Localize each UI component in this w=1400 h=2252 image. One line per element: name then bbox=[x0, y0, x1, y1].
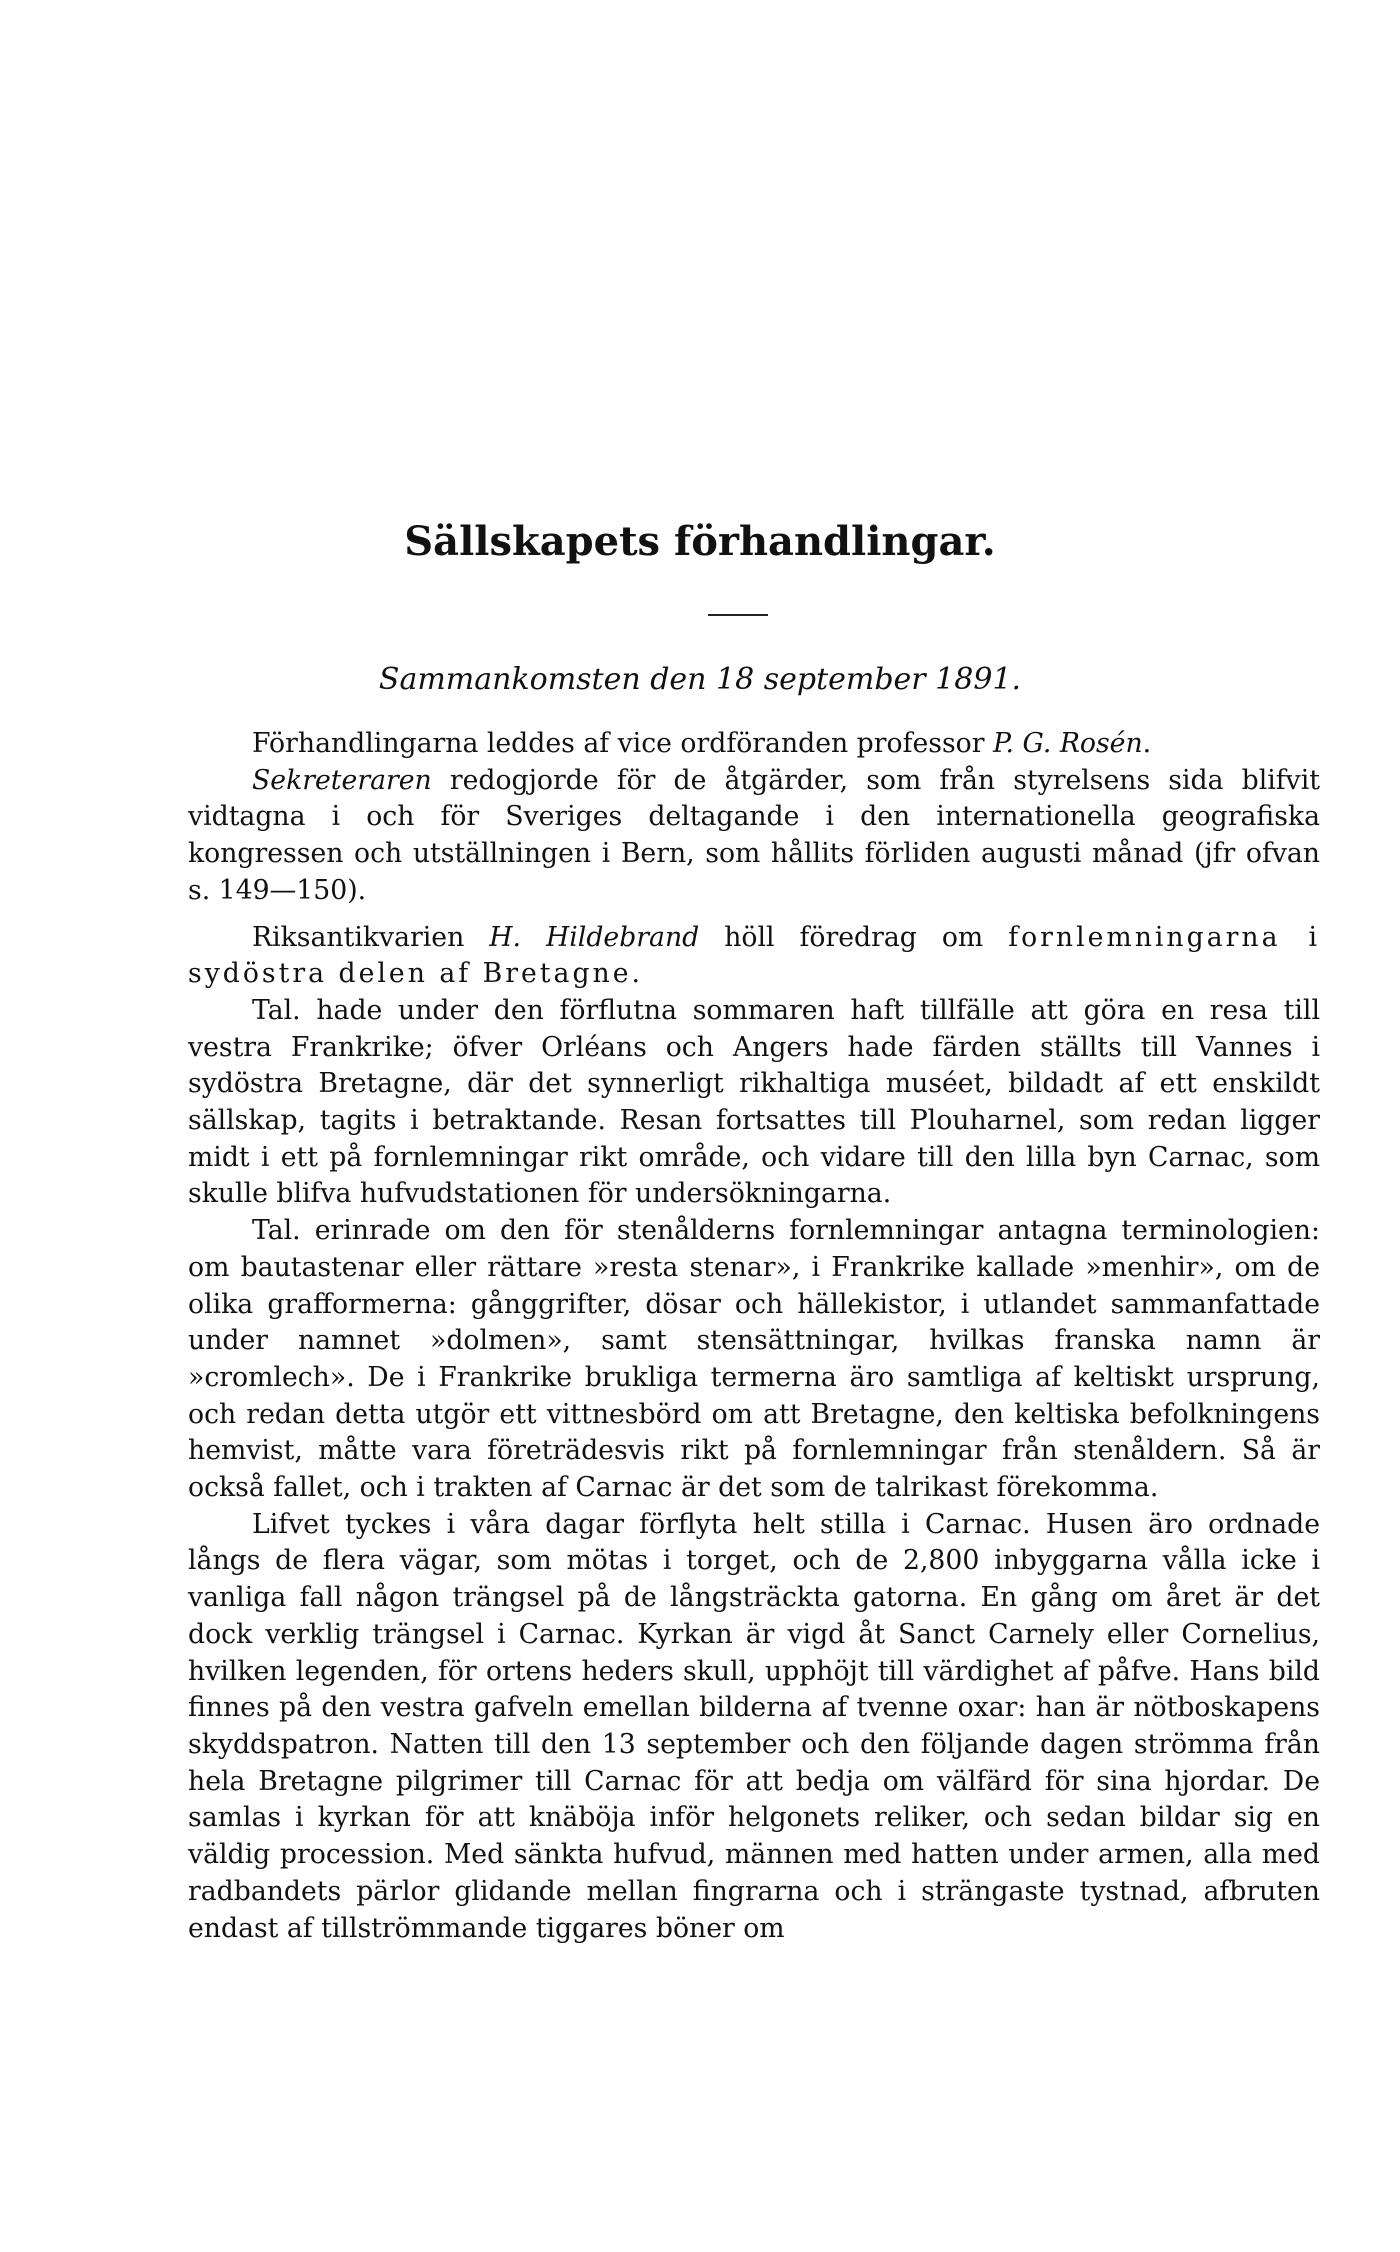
paragraph-lecture-text-b: höll föredrag om bbox=[699, 921, 1009, 953]
title-divider bbox=[708, 614, 768, 616]
chair-name: P. G. Rosén bbox=[992, 728, 1143, 759]
lecture-topic: fornlemningarna i sydöstra delen af Bretagne bbox=[188, 921, 1320, 990]
paragraph-chair-text-b: . bbox=[1142, 728, 1152, 759]
paragraph-secretary-text: redogjorde för de åtgärder, som från styrelsens sida blifvit vidtagna i och för Sveriges deltagande i den internationella geografiska kongressen och utställningen i Bern, som hållits förliden augusti månad (jfr ofvan s. 149—150). bbox=[188, 764, 1320, 906]
page-title: Sällskapets förhandlingar. bbox=[404, 518, 996, 565]
paragraph-chair-text-a: Förhandlingarna leddes af vice ordföranden professor bbox=[252, 728, 993, 759]
paragraph-journey: Tal. hade under den förflutna sommaren haft tillfälle att göra en resa till vestra Frankrike; öfver Orléans och Angers hade färden ställts till Vannes i sydöstra Bretagne, där det synnerligt rikhaltiga muséet, bildadt af ett enskildt sällskap, tagits i betraktande. Resan fortsattes till Plouharnel, som redan ligger midt i ett på fornlemningar rikt område, och vidare till den lilla byn Carnac, som skulle blifva hufvudstationen för undersökningarna. bbox=[188, 994, 1320, 1210]
secretary-role: Sekreteraren bbox=[252, 764, 432, 796]
paragraph-carnac: Lifvet tyckes i våra dagar förflyta helt stilla i Carnac. Husen äro ordnade långs de flera vägar, som mötas i torget, och de 2,800 inbyggarna vålla icke i vanliga fall någon trängsel på de långsträckta gatorna. En gång om året är det dock verklig trängsel i Carnac. Kyrkan är vigd åt Sanct Carnely eller Cornelius, hvilken legenden, för ortens heders skull, upphöjt till värdighet af påfve. Hans bild finnes på den vestra gafveln emellan bilderna af tvenne oxar: han är nötboskapens skyddspatron. Natten till den 13 september och den följande dagen strömma från hela Bretagne pilgrimer till Carnac för att bedja om välfärd för sina hjordar. De samlas i kyrkan för att knäböja inför helgonets reliker, och sedan bildar sig en väldig procession. Med sänkta hufvud, männen med hatten under armen, alla med radbandets pärlor glidande mellan fingrarna och i strängaste tystnad, afbruten endast af tillströmmande tiggares böner om bbox=[188, 1508, 1320, 1944]
lecturer-name: H. Hildebrand bbox=[489, 921, 700, 953]
paragraph-secretary bbox=[188, 763, 1320, 910]
paragraph-lecture bbox=[188, 920, 1320, 993]
meeting-subheading: Sammankomsten den 18 september 1891. bbox=[378, 662, 1022, 697]
paragraph-lecture-text-c: . bbox=[631, 958, 640, 990]
paragraph-lecture-text-a: Riksantikvarien bbox=[252, 921, 490, 953]
body-text bbox=[188, 726, 1320, 1947]
paragraph-chair bbox=[188, 726, 1320, 763]
paragraph-terminology: Tal. erinrade om den för stenålderns fornlemningar antagna terminologien: om bautastenar eller rättare »resta stenar», i Frankrike kallade »menhir», om de olika grafformerna: gånggrifter, dösar och hällekistor, i utlandet sammanfattade under namnet »dolmen», samt stensättningar, hvilkas franska namn är »cromlech». De i Frankrike brukliga termerna äro samtliga af keltiskt ursprung, och redan detta utgör ett vittnesbörd om att Bretagne, den keltiska befolkningens hemvist, måtte vara företrädesvis rikt på fornlemningar från stenåldern. Så är också fallet, och i trakten af Carnac är det som de talrikast förekomma. bbox=[188, 1215, 1320, 1504]
